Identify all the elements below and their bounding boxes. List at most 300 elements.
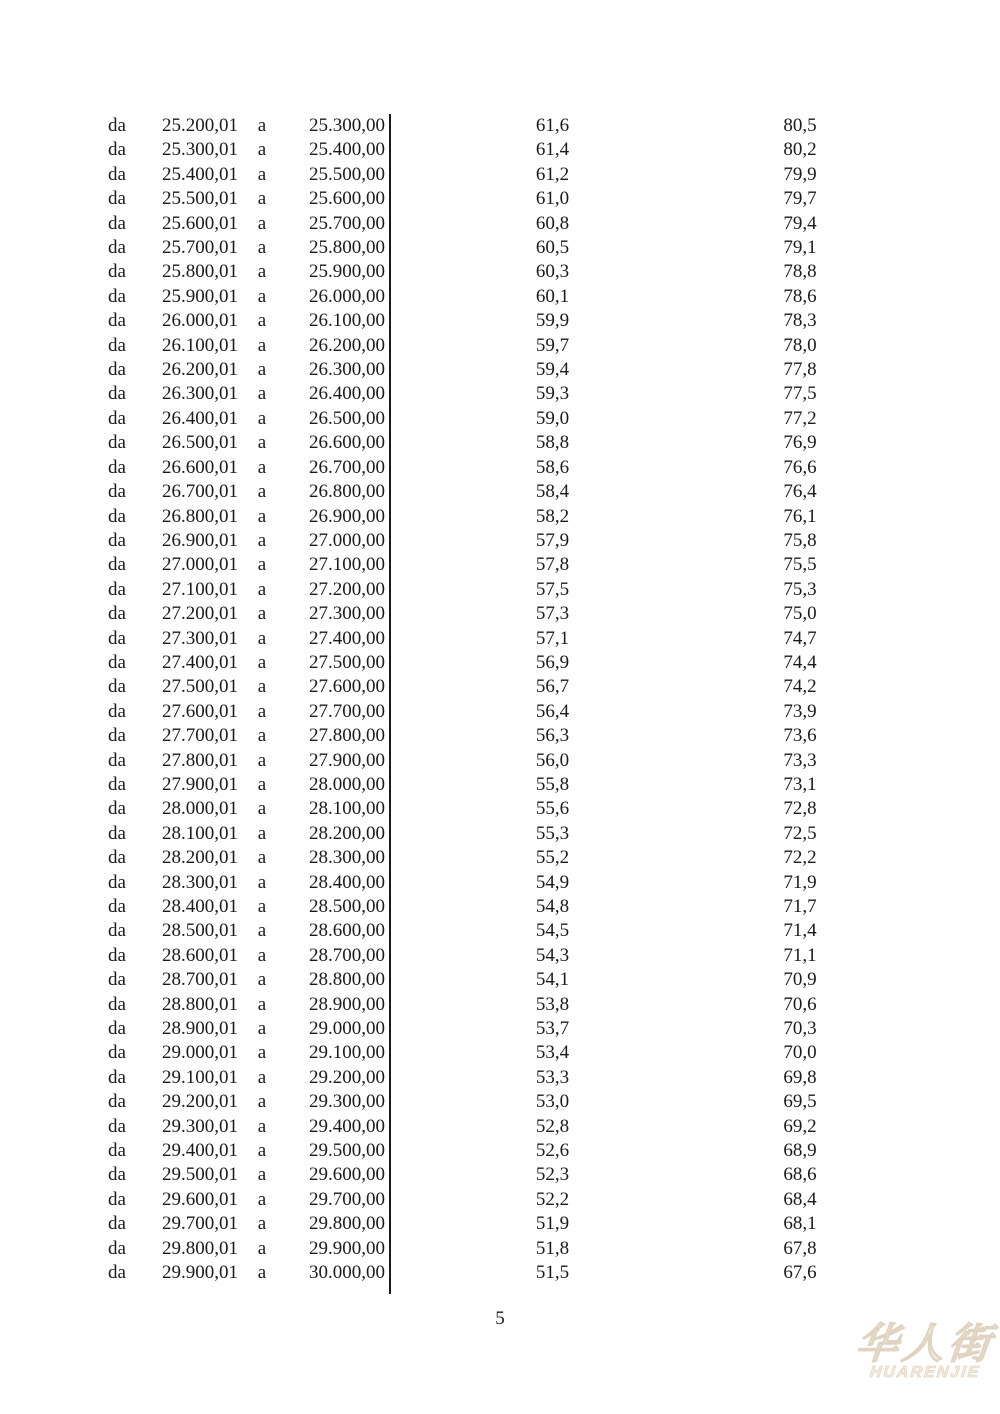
table-row <box>108 1163 880 1187</box>
table-divider-line <box>389 114 391 1294</box>
table-row <box>108 1041 880 1065</box>
range-from-prefix: da <box>108 1164 126 1186</box>
range-from-prefix: da <box>108 920 126 942</box>
range-from-value: 27.500,01 <box>162 676 238 698</box>
value-column-2: 71,7 <box>783 896 817 917</box>
value-column-1: 53,3 <box>535 1066 570 1088</box>
range-to-value: 28.200,00 <box>309 822 385 844</box>
range-to-value: 28.100,00 <box>309 798 385 820</box>
value-column-2: 76,1 <box>783 505 817 527</box>
range-to-prefix: a <box>257 1018 267 1040</box>
range-to-prefix: a <box>257 407 267 429</box>
range-from-prefix: da <box>108 529 126 551</box>
table-row <box>108 187 880 211</box>
rate-table-body <box>108 114 880 1286</box>
value-column-2: 77,5 <box>783 383 817 405</box>
value-column-2: 75,5 <box>783 554 817 576</box>
range-to-prefix: a <box>257 1115 267 1137</box>
range-to-prefix: a <box>257 237 267 259</box>
value-column-2: 79,1 <box>783 237 817 259</box>
range-from-prefix: da <box>108 578 126 600</box>
range-from-prefix: da <box>108 603 126 625</box>
table-row <box>108 553 880 577</box>
range-to-value: 25.900,00 <box>309 261 385 283</box>
range-to-value: 27.300,00 <box>309 603 385 625</box>
value-column-1: 52,2 <box>535 1188 570 1210</box>
range-to-prefix: a <box>257 212 267 234</box>
value-column-2: 78,8 <box>783 261 817 283</box>
table-row <box>108 285 880 309</box>
range-from-prefix: da <box>108 1140 126 1162</box>
range-from-value: 27.600,01 <box>162 700 238 722</box>
range-from-prefix: da <box>108 407 126 429</box>
range-to-prefix: a <box>257 261 267 283</box>
range-to-prefix: a <box>257 529 267 551</box>
table-row <box>108 846 880 870</box>
range-from-prefix: da <box>108 1066 126 1088</box>
range-to-value: 27.600,00 <box>309 676 385 698</box>
value-column-1: 61,4 <box>535 139 570 161</box>
table-row <box>108 700 880 724</box>
range-to-value: 29.600,00 <box>309 1164 385 1186</box>
value-column-1: 61,2 <box>535 163 570 185</box>
range-to-prefix: a <box>257 1164 267 1186</box>
value-column-1: 55,8 <box>535 773 570 795</box>
range-to-value: 29.100,00 <box>309 1042 385 1064</box>
range-from-value: 27.200,01 <box>162 603 238 625</box>
range-to-value: 25.600,00 <box>309 188 385 210</box>
range-from-value: 27.700,01 <box>162 725 238 747</box>
range-to-prefix: a <box>257 871 267 893</box>
table-row <box>108 334 880 358</box>
range-to-value: 30.000,00 <box>309 1262 385 1284</box>
range-from-value: 29.800,01 <box>162 1237 238 1259</box>
range-to-value: 25.700,00 <box>309 212 385 234</box>
range-from-value: 26.100,01 <box>162 334 238 356</box>
range-from-value: 29.700,01 <box>162 1213 238 1235</box>
value-column-1: 53,7 <box>535 1018 570 1040</box>
value-column-1: 54,5 <box>535 920 570 942</box>
range-to-prefix: a <box>257 359 267 381</box>
table-row <box>108 651 880 675</box>
value-column-2: 71,4 <box>783 920 817 942</box>
range-from-prefix: da <box>108 115 126 136</box>
value-column-2: 78,6 <box>783 285 817 307</box>
value-column-1: 54,1 <box>535 969 570 991</box>
range-to-prefix: a <box>257 1140 267 1162</box>
value-column-2: 79,7 <box>783 188 817 210</box>
value-column-1: 54,3 <box>535 944 570 966</box>
table-row <box>108 1237 880 1261</box>
range-to-prefix: a <box>257 676 267 698</box>
table-row <box>108 260 880 284</box>
range-to-value: 27.000,00 <box>309 529 385 551</box>
range-from-value: 28.400,01 <box>162 896 238 917</box>
table-row <box>108 236 880 260</box>
range-to-prefix: a <box>257 139 267 161</box>
range-from-prefix: da <box>108 1115 126 1137</box>
range-from-value: 27.000,01 <box>162 554 238 576</box>
value-column-1: 54,9 <box>535 871 570 893</box>
value-column-2: 72,8 <box>783 798 817 820</box>
range-from-prefix: da <box>108 359 126 381</box>
table-row <box>108 1139 880 1163</box>
range-from-prefix: da <box>108 310 126 332</box>
range-from-value: 29.900,01 <box>162 1262 238 1284</box>
value-column-1: 58,4 <box>535 481 570 503</box>
value-column-2: 80,2 <box>783 139 817 161</box>
range-to-prefix: a <box>257 1188 267 1210</box>
table-row <box>108 895 880 919</box>
value-column-2: 76,4 <box>783 481 817 503</box>
range-to-prefix: a <box>257 285 267 307</box>
value-column-1: 57,9 <box>535 529 570 551</box>
range-from-prefix: da <box>108 871 126 893</box>
value-column-1: 56,0 <box>535 749 570 771</box>
value-column-1: 52,3 <box>535 1164 570 1186</box>
value-column-1: 59,3 <box>535 383 570 405</box>
range-from-prefix: da <box>108 944 126 966</box>
range-from-value: 29.000,01 <box>162 1042 238 1064</box>
range-from-value: 25.500,01 <box>162 188 238 210</box>
range-from-value: 28.700,01 <box>162 969 238 991</box>
range-to-value: 26.200,00 <box>309 334 385 356</box>
range-to-value: 29.400,00 <box>309 1115 385 1137</box>
range-to-value: 26.000,00 <box>309 285 385 307</box>
value-column-2: 67,8 <box>783 1237 817 1259</box>
value-column-2: 70,6 <box>783 993 817 1015</box>
range-from-value: 27.900,01 <box>162 773 238 795</box>
range-to-value: 29.800,00 <box>309 1213 385 1235</box>
range-from-prefix: da <box>108 1213 126 1235</box>
range-to-prefix: a <box>257 310 267 332</box>
range-from-prefix: da <box>108 139 126 161</box>
range-from-value: 28.100,01 <box>162 822 238 844</box>
range-from-value: 26.600,01 <box>162 456 238 478</box>
range-from-value: 28.000,01 <box>162 798 238 820</box>
table-row <box>108 1066 880 1090</box>
range-from-value: 27.800,01 <box>162 749 238 771</box>
range-from-prefix: da <box>108 285 126 307</box>
table-row <box>108 1017 880 1041</box>
range-from-prefix: da <box>108 212 126 234</box>
range-to-value: 27.800,00 <box>309 725 385 747</box>
value-column-2: 68,6 <box>783 1164 817 1186</box>
range-from-prefix: da <box>108 261 126 283</box>
value-column-1: 57,1 <box>535 627 570 649</box>
range-from-prefix: da <box>108 651 126 673</box>
value-column-1: 55,3 <box>535 822 570 844</box>
table-row <box>108 114 880 138</box>
range-to-value: 27.500,00 <box>309 651 385 673</box>
range-to-value: 29.000,00 <box>309 1018 385 1040</box>
range-to-value: 29.500,00 <box>309 1140 385 1162</box>
range-from-value: 28.500,01 <box>162 920 238 942</box>
range-from-prefix: da <box>108 1042 126 1064</box>
range-from-value: 28.200,01 <box>162 847 238 869</box>
value-column-1: 57,5 <box>535 578 570 600</box>
value-column-1: 58,8 <box>535 432 570 454</box>
value-column-1: 56,9 <box>535 651 570 673</box>
range-to-value: 28.600,00 <box>309 920 385 942</box>
value-column-1: 60,8 <box>535 212 570 234</box>
range-to-prefix: a <box>257 334 267 356</box>
range-from-prefix: da <box>108 481 126 503</box>
range-from-value: 26.800,01 <box>162 505 238 527</box>
range-to-value: 27.900,00 <box>309 749 385 771</box>
range-from-prefix: da <box>108 1091 126 1113</box>
range-to-value: 26.700,00 <box>309 456 385 478</box>
range-to-value: 25.500,00 <box>309 163 385 185</box>
table-row <box>108 627 880 651</box>
range-from-value: 29.300,01 <box>162 1115 238 1137</box>
range-from-prefix: da <box>108 896 126 917</box>
table-row <box>108 822 880 846</box>
value-column-2: 75,3 <box>783 578 817 600</box>
range-to-value: 28.000,00 <box>309 773 385 795</box>
range-to-value: 28.300,00 <box>309 847 385 869</box>
range-from-prefix: da <box>108 773 126 795</box>
range-from-prefix: da <box>108 969 126 991</box>
range-from-prefix: da <box>108 1262 126 1284</box>
range-to-prefix: a <box>257 163 267 185</box>
range-to-prefix: a <box>257 432 267 454</box>
value-column-1: 56,7 <box>535 676 570 698</box>
page-number: 5 <box>495 1308 505 1329</box>
value-column-2: 76,9 <box>783 432 817 454</box>
range-from-prefix: da <box>108 188 126 210</box>
range-to-value: 25.400,00 <box>309 139 385 161</box>
value-column-1: 54,8 <box>535 896 570 917</box>
range-to-value: 25.300,00 <box>309 115 385 136</box>
value-column-1: 53,8 <box>535 993 570 1015</box>
value-column-2: 75,8 <box>783 529 817 551</box>
range-from-value: 25.900,01 <box>162 285 238 307</box>
range-to-prefix: a <box>257 627 267 649</box>
range-from-prefix: da <box>108 163 126 185</box>
table-row <box>108 431 880 455</box>
range-from-value: 25.200,01 <box>162 115 238 136</box>
value-column-2: 69,5 <box>783 1091 817 1113</box>
value-column-2: 69,8 <box>783 1066 817 1088</box>
range-to-value: 29.200,00 <box>309 1066 385 1088</box>
range-from-value: 25.300,01 <box>162 139 238 161</box>
rate-table <box>108 114 880 1286</box>
watermark <box>850 1322 1000 1382</box>
table-row <box>108 529 880 553</box>
range-to-prefix: a <box>257 969 267 991</box>
range-to-prefix: a <box>257 188 267 210</box>
table-row <box>108 1261 880 1285</box>
range-from-value: 29.200,01 <box>162 1091 238 1113</box>
value-column-1: 51,9 <box>535 1213 570 1235</box>
range-from-value: 28.600,01 <box>162 944 238 966</box>
range-to-value: 26.500,00 <box>309 407 385 429</box>
range-from-value: 27.100,01 <box>162 578 238 600</box>
range-to-value: 26.100,00 <box>309 310 385 332</box>
value-column-2: 68,9 <box>783 1140 817 1162</box>
range-to-prefix: a <box>257 1237 267 1259</box>
range-from-prefix: da <box>108 1237 126 1259</box>
range-to-value: 26.600,00 <box>309 432 385 454</box>
range-to-value: 28.500,00 <box>309 896 385 917</box>
value-column-1: 60,3 <box>535 261 570 283</box>
range-from-value: 26.200,01 <box>162 359 238 381</box>
range-to-prefix: a <box>257 481 267 503</box>
value-column-1: 58,2 <box>535 505 570 527</box>
value-column-1: 57,8 <box>535 554 570 576</box>
range-from-prefix: da <box>108 798 126 820</box>
watermark-latin-text: HUARENJIE <box>868 1364 982 1381</box>
range-to-value: 27.400,00 <box>309 627 385 649</box>
value-column-1: 56,3 <box>535 725 570 747</box>
range-to-value: 28.800,00 <box>309 969 385 991</box>
value-column-2: 79,9 <box>783 163 817 185</box>
value-column-2: 68,1 <box>783 1213 817 1235</box>
value-column-2: 74,2 <box>783 676 817 698</box>
value-column-2: 74,7 <box>783 627 817 649</box>
range-from-value: 26.700,01 <box>162 481 238 503</box>
range-from-value: 26.000,01 <box>162 310 238 332</box>
table-row <box>108 724 880 748</box>
range-to-prefix: a <box>257 749 267 771</box>
range-to-prefix: a <box>257 896 267 917</box>
value-column-2: 75,0 <box>783 603 817 625</box>
value-column-1: 59,4 <box>535 359 570 381</box>
range-from-value: 27.300,01 <box>162 627 238 649</box>
table-row <box>108 1188 880 1212</box>
table-row <box>108 797 880 821</box>
value-column-2: 74,4 <box>783 651 817 673</box>
value-column-1: 60,5 <box>535 237 570 259</box>
range-to-value: 28.700,00 <box>309 944 385 966</box>
value-column-2: 68,4 <box>783 1188 817 1210</box>
value-column-2: 78,0 <box>783 334 817 356</box>
range-to-prefix: a <box>257 578 267 600</box>
range-from-prefix: da <box>108 993 126 1015</box>
range-to-value: 27.200,00 <box>309 578 385 600</box>
range-from-value: 25.400,01 <box>162 163 238 185</box>
range-to-prefix: a <box>257 798 267 820</box>
table-row <box>108 675 880 699</box>
range-from-prefix: da <box>108 237 126 259</box>
table-row <box>108 602 880 626</box>
value-column-2: 70,3 <box>783 1018 817 1040</box>
range-from-prefix: da <box>108 1188 126 1210</box>
table-row <box>108 871 880 895</box>
range-to-prefix: a <box>257 700 267 722</box>
table-row <box>108 968 880 992</box>
range-to-prefix: a <box>257 773 267 795</box>
value-column-1: 53,4 <box>535 1042 570 1064</box>
range-to-prefix: a <box>257 505 267 527</box>
range-to-value: 26.300,00 <box>309 359 385 381</box>
table-row <box>108 749 880 773</box>
range-from-value: 26.300,01 <box>162 383 238 405</box>
range-from-prefix: da <box>108 334 126 356</box>
range-from-prefix: da <box>108 432 126 454</box>
range-to-prefix: a <box>257 944 267 966</box>
range-from-prefix: da <box>108 456 126 478</box>
range-from-prefix: da <box>108 383 126 405</box>
table-row <box>108 578 880 602</box>
range-from-value: 26.400,01 <box>162 407 238 429</box>
range-to-value: 29.300,00 <box>309 1091 385 1113</box>
range-from-value: 26.900,01 <box>162 529 238 551</box>
value-column-2: 73,6 <box>783 725 817 747</box>
range-to-prefix: a <box>257 383 267 405</box>
value-column-2: 78,3 <box>783 310 817 332</box>
value-column-2: 72,5 <box>783 822 817 844</box>
range-from-value: 26.500,01 <box>162 432 238 454</box>
value-column-2: 71,9 <box>783 871 817 893</box>
range-from-prefix: da <box>108 847 126 869</box>
range-to-prefix: a <box>257 1042 267 1064</box>
range-to-value: 26.800,00 <box>309 481 385 503</box>
table-row <box>108 773 880 797</box>
value-column-2: 70,9 <box>783 969 817 991</box>
range-from-prefix: da <box>108 554 126 576</box>
table-row <box>108 456 880 480</box>
table-row <box>108 480 880 504</box>
table-row <box>108 944 880 968</box>
table-row <box>108 1115 880 1139</box>
value-column-2: 73,9 <box>783 700 817 722</box>
table-row <box>108 993 880 1017</box>
range-from-value: 29.500,01 <box>162 1164 238 1186</box>
table-row <box>108 1212 880 1236</box>
value-column-1: 59,0 <box>535 407 570 429</box>
value-column-2: 80,5 <box>783 115 817 136</box>
range-to-prefix: a <box>257 1091 267 1113</box>
range-from-prefix: da <box>108 505 126 527</box>
watermark-chinese-text: 华人街 <box>853 1322 997 1368</box>
range-to-prefix: a <box>257 725 267 747</box>
range-to-value: 25.800,00 <box>309 237 385 259</box>
table-row <box>108 919 880 943</box>
value-column-1: 59,7 <box>535 334 570 356</box>
range-to-prefix: a <box>257 603 267 625</box>
table-row <box>108 1090 880 1114</box>
range-from-value: 25.800,01 <box>162 261 238 283</box>
range-from-prefix: da <box>108 725 126 747</box>
range-to-value: 29.700,00 <box>309 1188 385 1210</box>
range-from-prefix: da <box>108 1018 126 1040</box>
value-column-1: 61,6 <box>535 115 570 136</box>
value-column-1: 53,0 <box>535 1091 570 1113</box>
value-column-2: 76,6 <box>783 456 817 478</box>
range-to-prefix: a <box>257 847 267 869</box>
value-column-2: 77,2 <box>783 407 817 429</box>
range-to-value: 27.700,00 <box>309 700 385 722</box>
value-column-1: 58,6 <box>535 456 570 478</box>
table-row <box>108 358 880 382</box>
range-to-prefix: a <box>257 456 267 478</box>
range-to-prefix: a <box>257 554 267 576</box>
value-column-1: 61,0 <box>535 188 570 210</box>
range-to-prefix: a <box>257 920 267 942</box>
range-from-value: 28.300,01 <box>162 871 238 893</box>
range-to-value: 26.400,00 <box>309 383 385 405</box>
range-from-value: 29.600,01 <box>162 1188 238 1210</box>
range-to-prefix: a <box>257 993 267 1015</box>
value-column-1: 51,5 <box>535 1262 570 1284</box>
table-row <box>108 505 880 529</box>
range-to-prefix: a <box>257 115 267 136</box>
value-column-1: 51,8 <box>535 1237 570 1259</box>
range-to-value: 29.900,00 <box>309 1237 385 1259</box>
range-from-value: 25.700,01 <box>162 237 238 259</box>
